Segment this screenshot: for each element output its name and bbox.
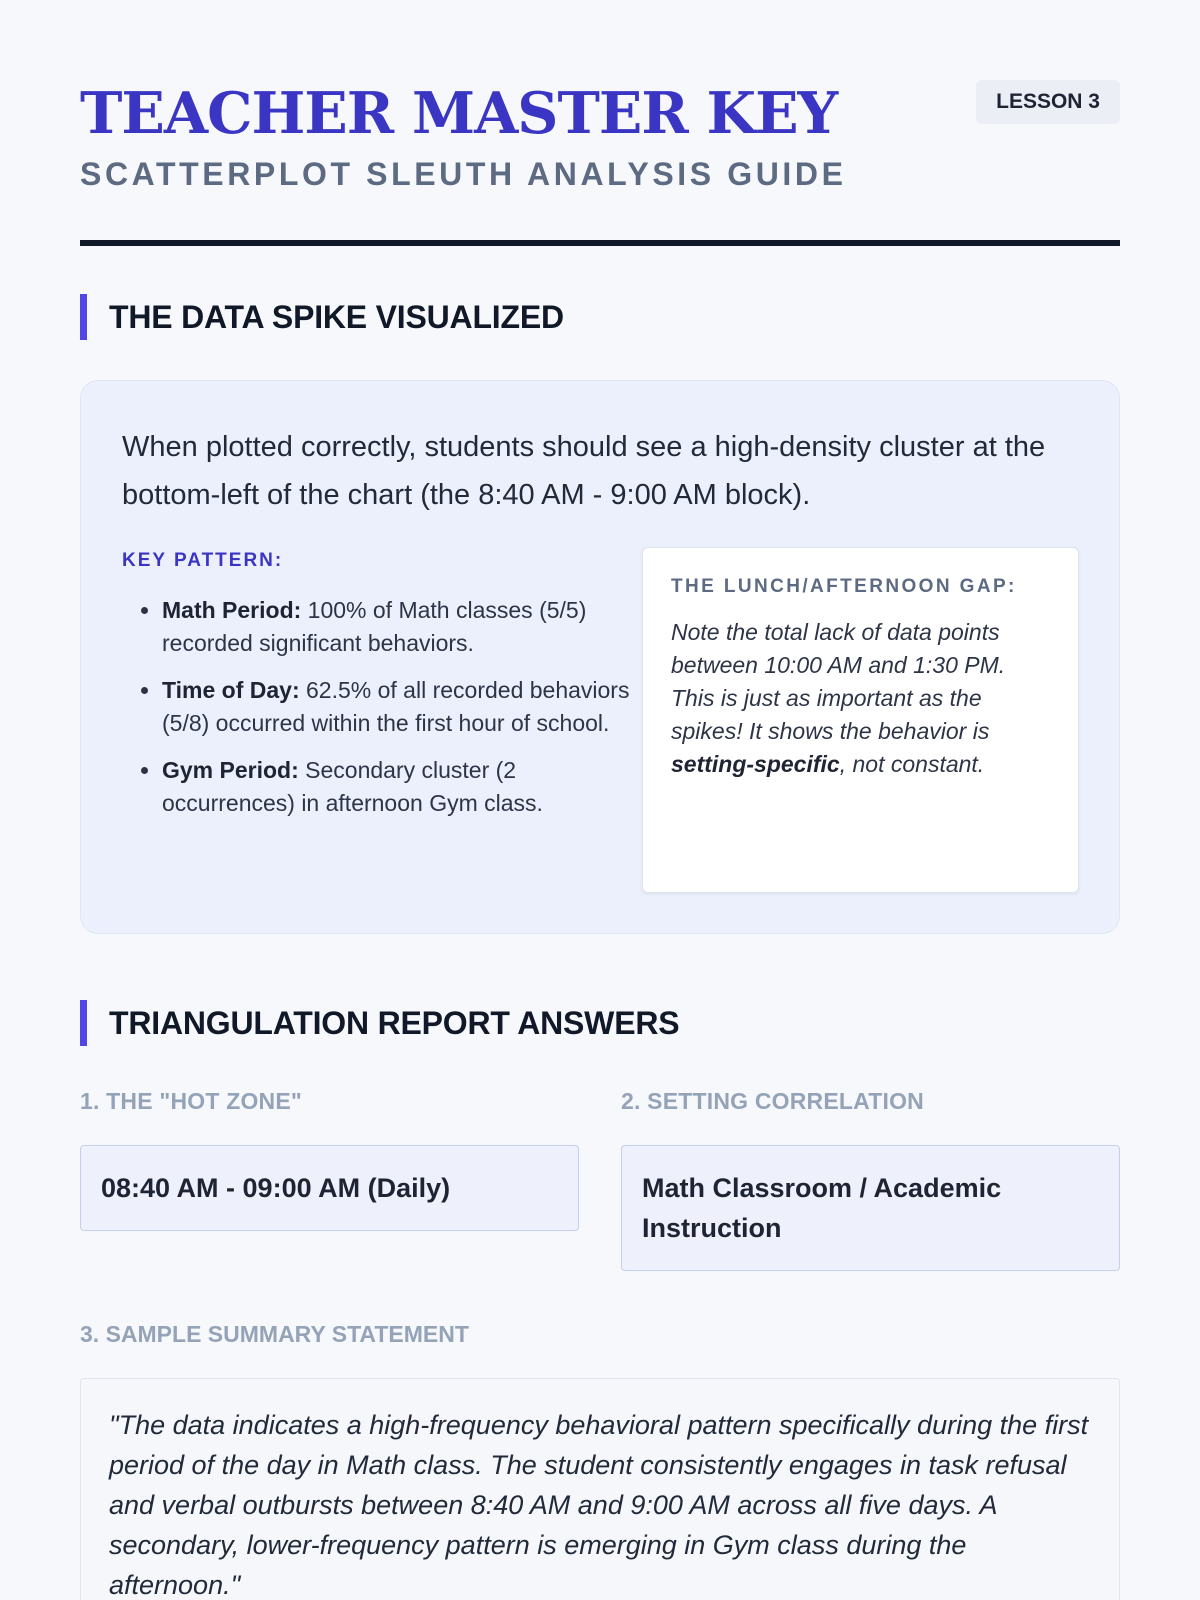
- list-item: [162, 674, 640, 740]
- summary-label: 3. SAMPLE SUMMARY STATEMENT: [80, 1321, 469, 1347]
- section-heading-data-spike: [80, 294, 1120, 340]
- lesson-badge: LESSON 3: [976, 80, 1120, 124]
- section-heading-triangulation: [80, 1000, 1120, 1046]
- key-pattern-column: [122, 547, 640, 893]
- answer-label: 2. SETTING CORRELATION: [621, 1088, 924, 1114]
- answer-hot-zone: [80, 1088, 579, 1271]
- pattern-text: 100% of Math classes (5/5) recorded significant behaviors.: [162, 597, 587, 656]
- document-title: TEACHER MASTER KEY: [80, 80, 838, 147]
- section-accent-bar: [80, 1000, 87, 1046]
- callout-label: THE LUNCH/AFTERNOON GAP:: [671, 576, 1017, 597]
- summary-statement: "The data indicates a high-frequency behavioral pattern specifically during the first period of the day in Math class. The student consistently engages in task refusal and verbal outbursts between 8:40 AM and 9:00 AM across all five days. A secondary, lower-frequency pattern is emerging in Gym class during the afternoon.": [80, 1378, 1120, 1600]
- pattern-term: Math Period:: [162, 597, 302, 623]
- list-item: [162, 594, 640, 660]
- key-pattern-list: [122, 594, 640, 820]
- pattern-text: 62.5% of all recorded behaviors (5/8) occurred within the first hour of school.: [162, 677, 630, 736]
- spike-intro-text: When plotted correctly, students should see a high-density cluster at the bottom-left of the chart (the 8:40 AM - 9:00 AM block).: [122, 431, 1046, 511]
- section-accent-bar: [80, 294, 87, 340]
- document-subtitle: SCATTERPLOT SLEUTH ANALYSIS GUIDE: [80, 156, 847, 192]
- answers-row: [80, 1088, 1120, 1271]
- answer-value: 08:40 AM - 09:00 AM (Daily): [80, 1145, 579, 1231]
- pattern-term: Time of Day:: [162, 677, 300, 703]
- pattern-text: Secondary cluster (2 occurrences) in afternoon Gym class.: [162, 757, 543, 816]
- document-header: [80, 80, 1120, 244]
- callout-text-after: , not constant.: [839, 751, 985, 777]
- lunch-gap-callout: [642, 547, 1079, 893]
- key-pattern-label: KEY PATTERN:: [122, 550, 284, 571]
- section-title: TRIANGULATION REPORT ANSWERS: [109, 1004, 680, 1041]
- header-divider: [80, 240, 1120, 246]
- triangulation-section: [80, 1000, 1120, 1600]
- answer-value: Math Classroom / Academic Instruction: [621, 1145, 1120, 1271]
- answer-setting-correlation: [621, 1088, 1120, 1271]
- answer-label: 1. THE "HOT ZONE": [80, 1088, 303, 1114]
- pattern-term: Gym Period:: [162, 757, 299, 783]
- callout-text-bold: setting-specific: [671, 751, 840, 777]
- callout-text: [671, 616, 1052, 781]
- callout-text-before: Note the total lack of data points between 10:00 AM and 1:30 PM. This is just as important as the spikes! It shows the behavior is: [671, 619, 1006, 744]
- spike-columns: [122, 547, 1079, 893]
- section-title: THE DATA SPIKE VISUALIZED: [109, 298, 564, 335]
- data-spike-card: [80, 380, 1120, 934]
- list-item: [162, 754, 640, 820]
